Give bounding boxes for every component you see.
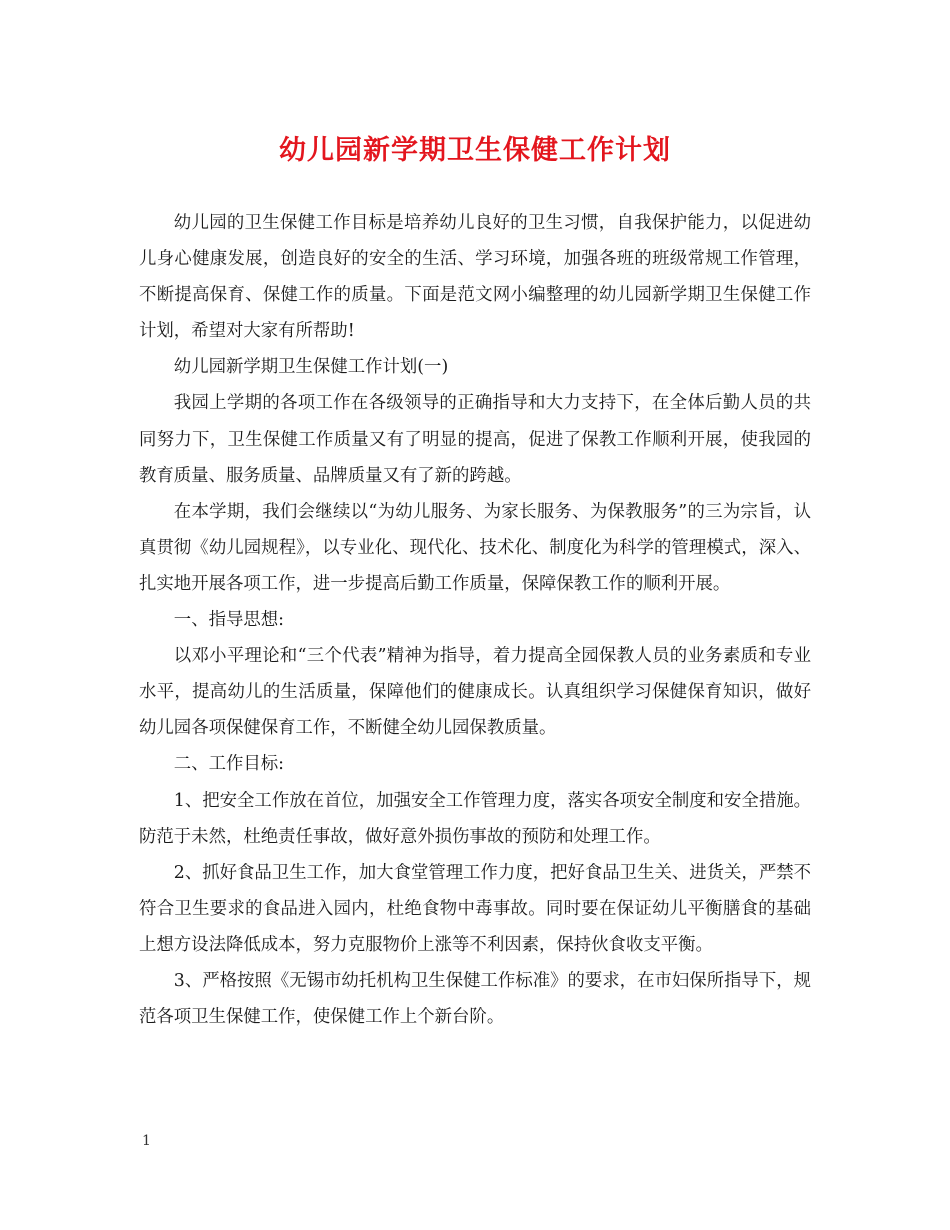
document-body xyxy=(139,205,811,1035)
goal-item-1: 1、把安全工作放在首位，加强安全工作管理力度，落实各项安全制度和安全措施。防范于未然，杜绝责任事故，做好意外损伤事故的预防和处理工作。 xyxy=(139,790,811,847)
section-heading-guiding-thought: 一、指导思想: xyxy=(173,610,285,631)
document-title: 幼儿园新学期卫生保健工作计划 xyxy=(279,135,671,166)
paragraph-last-term: 我园上学期的各项工作在各级领导的正确指导和大力支持下，在全体后勤人员的共同努力下，卫生保健工作质量又有了明显的提高，促进了保教工作顺利开展，使我园的教育质量、服务质量、品牌质量又有了新的跨越。 xyxy=(139,393,811,486)
goal-item-3: 3、严格按照《无锡市幼托机构卫生保健工作标准》的要求，在市妇保所指导下，规范各项卫生保健工作，使保健工作上个新台阶。 xyxy=(139,970,811,1028)
section-heading-work-goals: 二、工作目标: xyxy=(173,754,285,775)
paragraph-guiding-thought: 以邓小平理论和“三个代表”精神为指导，着力提高全园保教人员的业务素质和专业水平，提高幼儿的生活质量，保障他们的健康成长。认真组织学习保健保育知识，做好幼儿园各项保健保育工作，不断健全幼儿园保教质量。 xyxy=(139,646,811,739)
section-heading-plan-one: 幼儿园新学期卫生保健工作计划(一) xyxy=(173,357,449,378)
intro-paragraph: 幼儿园的卫生保健工作目标是培养幼儿良好的卫生习惯，自我保护能力，以促进幼儿身心健康发展，创造良好的安全的生活、学习环境，加强各班的班级常规工作管理，不断提高保育、保健工作的质量。下面是范文网小编整理的幼儿园新学期卫生保健工作计划，希望对大家有所帮助! xyxy=(139,213,811,342)
goal-item-2: 2、抓好食品卫生工作，加大食堂管理工作力度，把好食品卫生关、进货关，严禁不符合卫生要求的食品进入园内，杜绝食物中毒事故。同时要在保证幼儿平衡膳食的基础上想方设法降低成本，努力克服物价上涨等不利因素，保持伙食收支平衡。 xyxy=(139,862,811,955)
page-number: 1 xyxy=(142,1133,151,1149)
paragraph-this-term: 在本学期，我们会继续以“为幼儿服务、为家长服务、为保教服务”的三为宗旨，认真贯彻《幼儿园规程》，以专业化、现代化、技术化、制度化为科学的管理模式，深入、扎实地开展各项工作，进一步提高后勤工作质量，保障保教工作的顺利开展。 xyxy=(139,501,811,594)
